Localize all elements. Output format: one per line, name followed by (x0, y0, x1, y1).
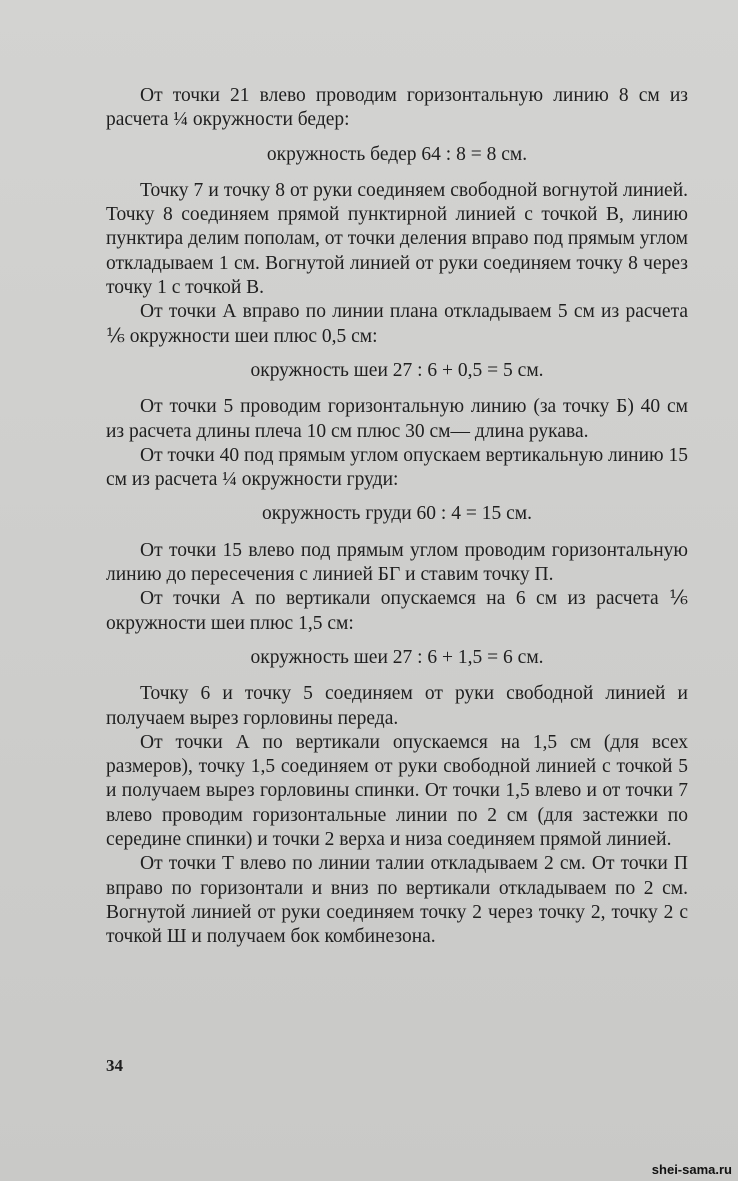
paragraph: От точки 5 проводим горизонтальную линию (за точку Б) 40 см из расчета длины плеча 10 см плюс 30 см— длина рукава. (106, 396, 688, 442)
paragraph: От точки 15 влево под прямым углом проводим горизонтальную линию до пересечения с линией БГ и ставим точку П. (106, 539, 688, 586)
paragraph: Точку 6 и точку 5 соединяем от руки свободной линией и получаем вырез горловины переда. (106, 683, 688, 729)
paragraph: От точки А вправо по линии плана откладываем 5 см из расчета ⅙ окружности шеи плюс 0,5 см: (106, 301, 688, 347)
paragraph: От точки А по вертикали опускаемся на 6 см из расчета ⅙ окружности шеи плюс 1,5 см: (106, 588, 688, 634)
formula-chest: окружность груди 60 : 4 = 15 см. (262, 503, 532, 525)
page-number: 34 (106, 1056, 123, 1075)
paragraph: От точки 40 под прямым углом опускаем вертикальную линию 15 см из расчета ¼ окружности груди: (106, 444, 688, 491)
watermark: shei-sama.ru (651, 1162, 732, 1177)
paragraph: От точки Т влево по линии талии откладываем 2 см. От точки П вправо по горизонтали и вниз по вертикали откладываем по 2 см. Вогнутой линией от руки соединяем точку 2 через точку 2, точку 2 с точкой Ш и получаем бок комбинезона. (106, 853, 688, 948)
paragraph: От точки 21 влево проводим горизонтальную линию 8 см из расчета ¼ окружности бедер: (106, 85, 688, 131)
formula-hips: окружность бедер 64 : 8 = 8 см. (266, 143, 528, 165)
body-text (106, 84, 688, 950)
paragraph: Точку 7 и точку 8 от руки соединяем свободной вогнутой линией. Точку 8 соединяем прямой пунктирной линией с точкой В, линию пунктира делим пополам, от точки деления вправо под прямым углом откладываем 1 см. Вогнутой линией от руки соединяем точку 8 через точку 1 с точкой В. (106, 179, 688, 299)
formula-neck-2: окружность шеи 27 : 6 + 1,5 = 6 см. (250, 646, 544, 668)
paragraph: От точки А по вертикали опускаемся на 1,5 см (для всех размеров), точку 1,5 соединяем от руки свободной линией с точкой 5 и получаем вырез горловины спинки. От точки 1,5 влево и от точки 7 влево проводим горизонтальные линии по 2 см (для застежки по середине спинки) и точки 2 верха и низа соединяем прямой линией. (106, 731, 688, 851)
formula-neck-1: окружность шеи 27 : 6 + 0,5 = 5 см. (250, 359, 544, 381)
